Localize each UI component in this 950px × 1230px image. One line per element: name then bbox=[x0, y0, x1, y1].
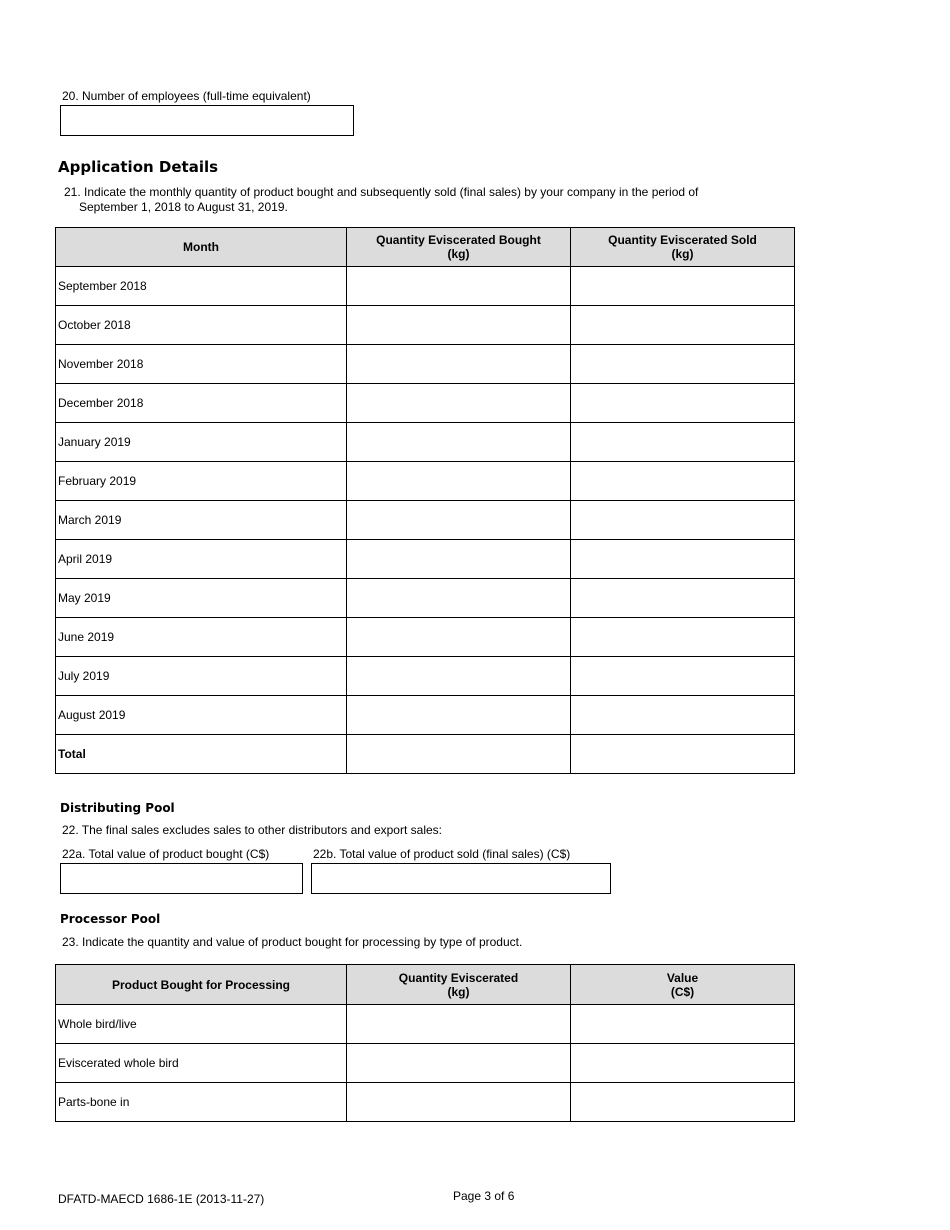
month-cell: July 2019 bbox=[56, 657, 347, 696]
section-title-processor-pool: Processor Pool bbox=[60, 912, 161, 926]
sold-quantity-input[interactable] bbox=[571, 462, 795, 501]
bought-quantity-input[interactable] bbox=[347, 345, 571, 384]
table-row bbox=[56, 579, 795, 618]
bought-quantity-input[interactable] bbox=[347, 462, 571, 501]
table-row bbox=[56, 501, 795, 540]
product-column-header: Product Bought for Processing bbox=[56, 965, 347, 1005]
q21-text-line2: September 1, 2018 to August 31, 2019. bbox=[79, 200, 288, 214]
sold-quantity-input[interactable] bbox=[571, 423, 795, 462]
sold-quantity-input[interactable] bbox=[571, 618, 795, 657]
bought-quantity-input[interactable] bbox=[347, 267, 571, 306]
sold-quantity-input[interactable] bbox=[571, 540, 795, 579]
month-cell: September 2018 bbox=[56, 267, 347, 306]
table-row bbox=[56, 1044, 795, 1083]
month-cell: October 2018 bbox=[56, 306, 347, 345]
table-row bbox=[56, 423, 795, 462]
q22a-label: 22a. Total value of product bought (C$) bbox=[62, 847, 270, 861]
q23-text: 23. Indicate the quantity and value of product bought for processing by type of product. bbox=[62, 935, 523, 949]
month-cell: March 2019 bbox=[56, 501, 347, 540]
table-row bbox=[56, 657, 795, 696]
sold-quantity-input[interactable] bbox=[571, 657, 795, 696]
value-input[interactable] bbox=[571, 1083, 795, 1122]
employees-input[interactable] bbox=[60, 105, 354, 136]
month-cell: February 2019 bbox=[56, 462, 347, 501]
monthly-quantity-table bbox=[55, 227, 795, 774]
sold-quantity-input[interactable] bbox=[571, 735, 795, 774]
value-input[interactable] bbox=[571, 1005, 795, 1044]
bought-quantity-input[interactable] bbox=[347, 696, 571, 735]
month-cell: August 2019 bbox=[56, 696, 347, 735]
q20-label: 20. Number of employees (full-time equivalent) bbox=[62, 89, 311, 103]
bought-column-header: Quantity Eviscerated Bought (kg) bbox=[347, 228, 571, 267]
table-row bbox=[56, 1005, 795, 1044]
month-cell: Total bbox=[56, 735, 347, 774]
total-row bbox=[56, 735, 795, 774]
value-input[interactable] bbox=[571, 1044, 795, 1083]
sold-quantity-input[interactable] bbox=[571, 579, 795, 618]
sold-quantity-input[interactable] bbox=[571, 306, 795, 345]
table-row bbox=[56, 345, 795, 384]
product-cell: Parts-bone in bbox=[56, 1083, 347, 1122]
sold-quantity-input[interactable] bbox=[571, 696, 795, 735]
product-cell: Eviscerated whole bird bbox=[56, 1044, 347, 1083]
month-cell: November 2018 bbox=[56, 345, 347, 384]
table-row bbox=[56, 696, 795, 735]
sold-quantity-input[interactable] bbox=[571, 345, 795, 384]
table-row bbox=[56, 618, 795, 657]
table-row bbox=[56, 384, 795, 423]
value-column-header: Value (C$) bbox=[571, 965, 795, 1005]
table-row bbox=[56, 267, 795, 306]
section-title-distributing-pool: Distributing Pool bbox=[60, 801, 175, 815]
table-row bbox=[56, 1083, 795, 1122]
total-sold-value-input[interactable] bbox=[311, 863, 611, 894]
quantity-input[interactable] bbox=[347, 1083, 571, 1122]
bought-quantity-input[interactable] bbox=[347, 306, 571, 345]
quantity-input[interactable] bbox=[347, 1044, 571, 1083]
sold-column-header: Quantity Eviscerated Sold (kg) bbox=[571, 228, 795, 267]
q22-text: 22. The final sales excludes sales to other distributors and export sales: bbox=[62, 823, 442, 837]
table-row bbox=[56, 462, 795, 501]
month-cell: January 2019 bbox=[56, 423, 347, 462]
table-row bbox=[56, 306, 795, 345]
form-identifier: DFATD-MAECD 1686-1E (2013-11-27) bbox=[58, 1192, 265, 1206]
total-bought-value-input[interactable] bbox=[60, 863, 303, 894]
quantity-input[interactable] bbox=[347, 1005, 571, 1044]
q22b-label: 22b. Total value of product sold (final sales) (C$) bbox=[313, 847, 571, 861]
section-title-application-details: Application Details bbox=[58, 158, 219, 176]
bought-quantity-input[interactable] bbox=[347, 618, 571, 657]
month-cell: December 2018 bbox=[56, 384, 347, 423]
month-column-header: Month bbox=[56, 228, 347, 267]
sold-quantity-input[interactable] bbox=[571, 501, 795, 540]
bought-quantity-input[interactable] bbox=[347, 384, 571, 423]
bought-quantity-input[interactable] bbox=[347, 657, 571, 696]
q21-text-line1: 21. Indicate the monthly quantity of product bought and subsequently sold (final sales) by your company in the period of bbox=[64, 185, 699, 199]
processing-product-table bbox=[55, 964, 795, 1122]
product-cell: Whole bird/live bbox=[56, 1005, 347, 1044]
sold-quantity-input[interactable] bbox=[571, 384, 795, 423]
quantity-column-header: Quantity Eviscerated (kg) bbox=[347, 965, 571, 1005]
bought-quantity-input[interactable] bbox=[347, 540, 571, 579]
page-number: Page 3 of 6 bbox=[453, 1189, 515, 1203]
month-cell: April 2019 bbox=[56, 540, 347, 579]
month-cell: May 2019 bbox=[56, 579, 347, 618]
bought-quantity-input[interactable] bbox=[347, 423, 571, 462]
sold-quantity-input[interactable] bbox=[571, 267, 795, 306]
table-row bbox=[56, 540, 795, 579]
bought-quantity-input[interactable] bbox=[347, 579, 571, 618]
bought-quantity-input[interactable] bbox=[347, 735, 571, 774]
bought-quantity-input[interactable] bbox=[347, 501, 571, 540]
month-cell: June 2019 bbox=[56, 618, 347, 657]
